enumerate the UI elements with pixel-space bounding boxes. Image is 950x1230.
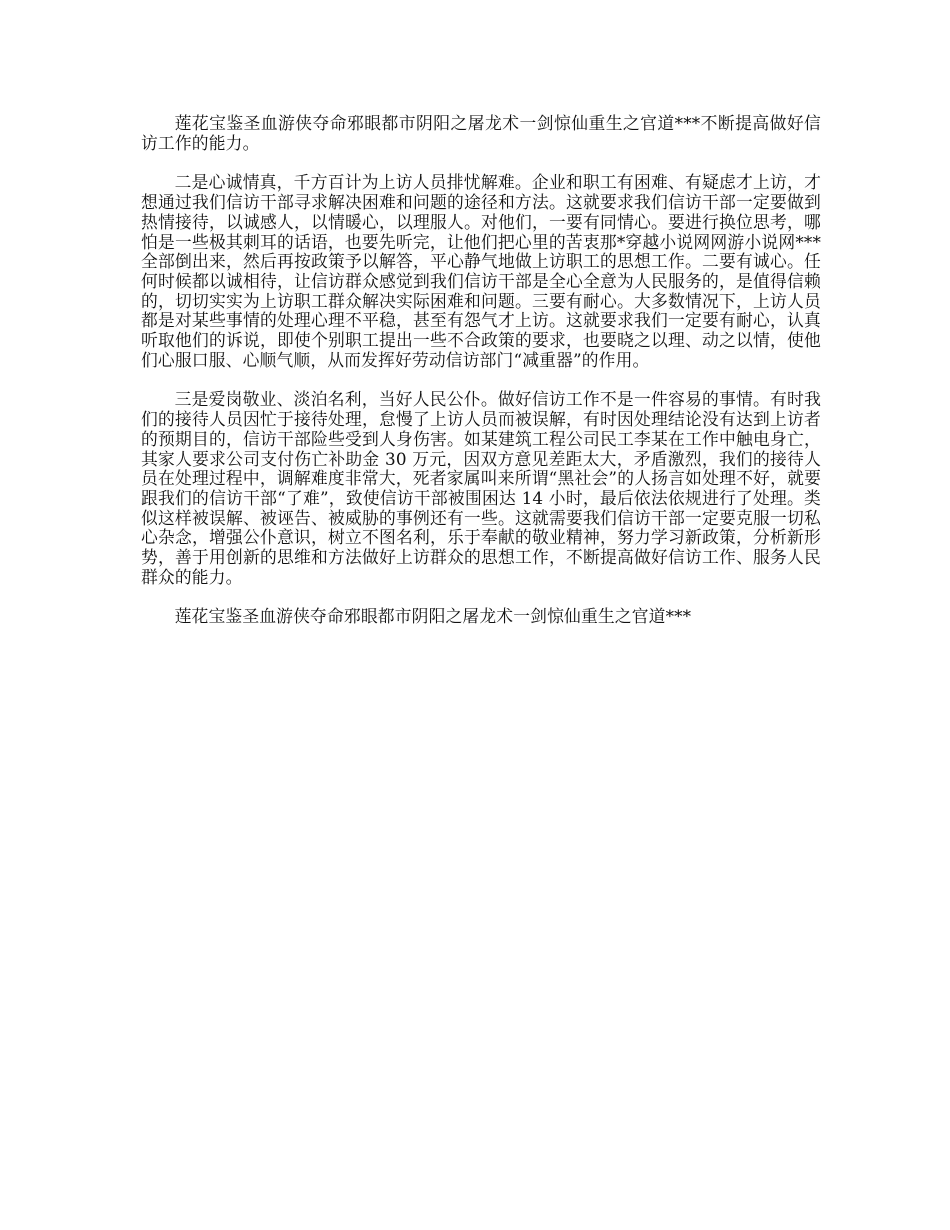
paragraph-intro-continuation: 莲花宝鉴圣血游侠夺命邪眼都市阴阳之屠龙术一剑惊仙重生之官道***不断提高做好信访工作的能力。	[141, 113, 821, 153]
document-body	[141, 114, 821, 647]
paragraph-sincerity: 二是心诚情真，千方百计为上访人员排忧解难。企业和职工有困难、有疑虑才上访，才想通过我们信访干部寻求解决困难和问题的途径和方法。这就要求我们信访干部一定要做到热情接待，以诚感人，以情暖心，以理服人。对他们，一要有同情心。要进行换位思考，哪怕是一些极其刺耳的话语，也要先听完，让他们把心里的苦衷那*穿越小说网网游小说网***全部倒出来，然后再按政策予以解答，平心静气地做上访职工的思想工作。二要有诚心。任何时候都以诚相待，让信访群众感觉到我们信访干部是全心全意为人民服务的，是值得信赖的，切切实实为上访职工群众解决实际困难和问题。三要有耐心。大多数情况下，上访人员都是对某些事情的处理心理不平稳，甚至有怨气才上访。这就要求我们一定要有耐心，认真听取他们的诉说，即使个别职工提出一些不合政策的要求，也要晓之以理、动之以情，使他们心服口服、心顺气顺，从而发挥好劳动信访部门“减重器”的作用。	[141, 172, 821, 370]
paragraph-dedication: 三是爱岗敬业、淡泊名利，当好人民公仆。做好信访工作不是一件容易的事情。有时我们的接待人员因忙于接待处理，怠慢了上访人员而被误解，有时因处理结论没有达到上访者的预期目的，信访干部险些受到人身伤害。如某建筑工程公司民工李某在工作中触电身亡，其家人要求公司支付伤亡补助金 30 万元，因双方意见差距太大，矛盾激烈，我们的接待人员在处理过程中，调解难度非常大，死者家属叫来所谓“黑社会”的人扬言如处理不好，就要跟我们的信访干部“了难”，致使信访干部被围困达 14 小时，最后依法依规进行了处理。类似这样被误解、被诬告、被威胁的事例还有一些。这就需要我们信访干部一定要克服一切私心杂念，增强公仆意识，树立不图名利，乐于奉献的敬业精神，努力学习新政策，分析新形势，善于用创新的思维和方法做好上访群众的思想工作，不断提高做好信访工作、服务人民群众的能力。	[141, 389, 821, 587]
paragraph-footer-spam: 莲花宝鉴圣血游侠夺命邪眼都市阴阳之屠龙术一剑惊仙重生之官道***	[174, 606, 692, 627]
